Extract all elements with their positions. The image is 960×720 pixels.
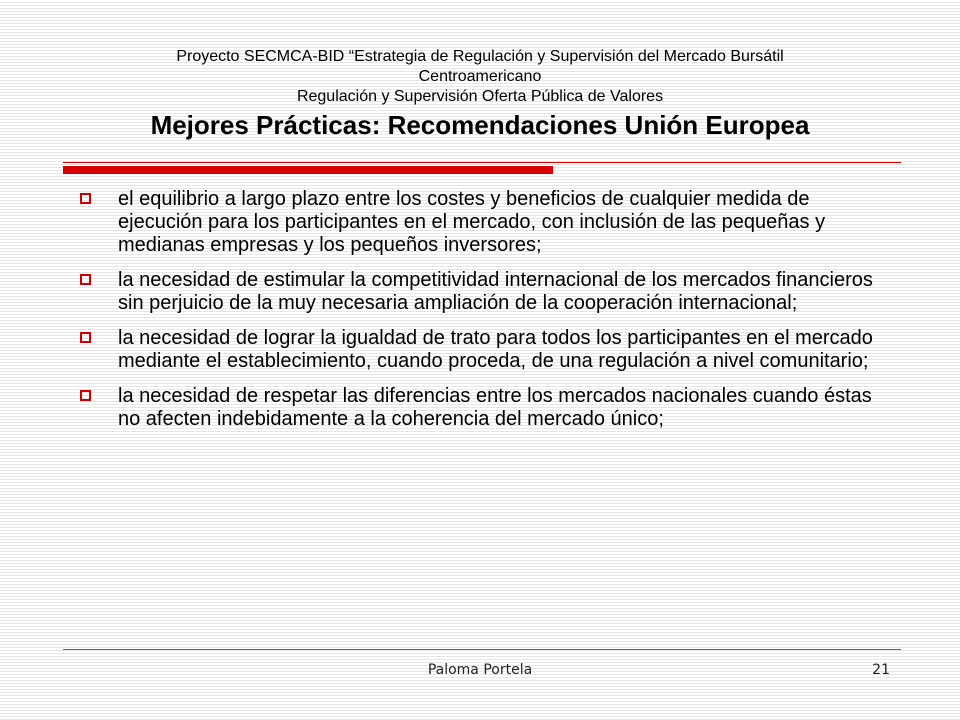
list-item <box>75 188 895 257</box>
slide-header <box>60 47 900 141</box>
subtitle-line-3: Regulación y Supervisión Oferta Pública de Valores <box>296 88 664 105</box>
subtitle-line-1: Proyecto SECMCA-BID “Estrategia de Regulación y Supervisión del Mercado Bursátil <box>176 48 784 65</box>
footer-divider-line <box>63 649 901 650</box>
subtitle-line-2: Centroamericano <box>418 68 542 85</box>
list-item <box>75 269 895 315</box>
checkbox-icon <box>80 332 91 343</box>
bullet-text: la necesidad de estimular la competitividad internacional de los mercados financieros sin perjuicio de la muy necesaria ampliación de la cooperación internacional; <box>118 269 873 314</box>
bullet-text: la necesidad de respetar las diferencias entre los mercados nacionales cuando éstas no afecten indebidamente a la coherencia del mercado único; <box>118 385 872 430</box>
page-title: Mejores Prácticas: Recomendaciones Unión Europea <box>150 110 810 140</box>
footer-author: Paloma Portela <box>427 662 533 678</box>
title-accent-bar <box>63 166 553 174</box>
checkbox-icon <box>80 390 91 401</box>
title-divider-line <box>63 162 901 163</box>
list-item <box>75 385 895 431</box>
bullet-text: el equilibrio a largo plazo entre los costes y beneficios de cualquier medida de ejecución para los participantes en el mercado, con inclusión de las pequeñas y medianas empresas y los pequeños inversores; <box>118 188 826 256</box>
checkbox-icon <box>80 274 91 285</box>
bullet-text: la necesidad de lograr la igualdad de trato para todos los participantes en el mercado mediante el establecimiento, cuando proceda, de una regulación a nivel comunitario; <box>118 327 873 372</box>
bullet-list <box>75 188 895 443</box>
list-item <box>75 327 895 373</box>
page-number: 21 <box>872 662 890 678</box>
checkbox-icon <box>80 193 91 204</box>
